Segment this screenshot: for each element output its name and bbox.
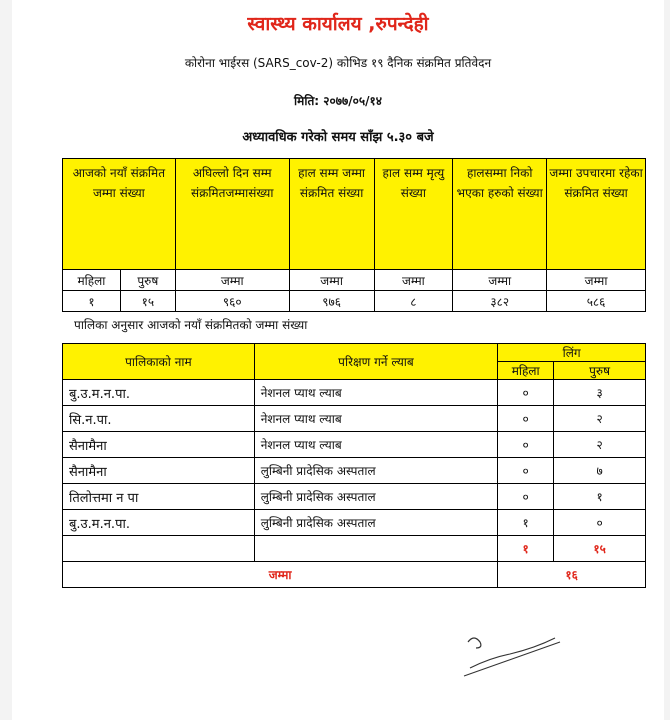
subtotal-male: १५: [554, 536, 646, 562]
row-male: ०: [554, 510, 646, 536]
row-male: ३: [554, 380, 646, 406]
municipality-table: [62, 343, 646, 588]
summary-value: १५: [120, 291, 175, 312]
summary-value: ९६०: [175, 291, 289, 312]
summary-table: [62, 158, 646, 312]
row-municipality: सि.न.पा.: [63, 406, 255, 432]
grand-total: १६: [498, 562, 646, 588]
row-female: ०: [498, 406, 554, 432]
table-row: [63, 510, 646, 536]
col-municipality: पालिकाको नाम: [63, 344, 255, 380]
summary-sublabel-row: [63, 270, 646, 291]
summary-header: जम्मा उपचारमा रहेका संक्रमित संख्या: [547, 159, 646, 270]
summary-header: अघिल्लो दिन सम्म संक्रमितजम्मासंख्या: [175, 159, 289, 270]
detail-header-row: [63, 344, 646, 362]
row-municipality: तिलोत्तमा न पा: [63, 484, 255, 510]
table-row: [63, 380, 646, 406]
row-lab: लुम्बिनी प्रादेसिक अस्पताल: [254, 484, 498, 510]
row-lab: नेशनल प्याथ ल्याब: [254, 406, 498, 432]
summary-header-row: [63, 159, 646, 270]
summary-value: ३८२: [453, 291, 547, 312]
summary-header: हाल सम्म जम्मा संक्रमित संख्या: [289, 159, 374, 270]
signature-stamp: [460, 632, 570, 682]
sublabel: जम्मा: [289, 270, 374, 291]
summary-value: ८: [374, 291, 453, 312]
sublabel: जम्मा: [547, 270, 646, 291]
row-female: ०: [498, 458, 554, 484]
summary-header: हालसम्मा निको भएका हरुको संख्या: [453, 159, 547, 270]
sublabel: जम्मा: [175, 270, 289, 291]
total-row: [63, 562, 646, 588]
row-female: ०: [498, 380, 554, 406]
table-row: [63, 406, 646, 432]
municipality-note: पालिका अनुसार आजको नयाँ संक्रमितको जम्मा संख्या: [74, 318, 308, 332]
table-row: [63, 484, 646, 510]
row-municipality: बु.उ.म.न.पा.: [63, 510, 255, 536]
report-sheet: [12, 0, 664, 720]
summary-value-row: [63, 291, 646, 312]
summary-header: आजको नयाँ संक्रमित जम्मा संख्या: [63, 159, 176, 270]
row-municipality: सैनामैना: [63, 432, 255, 458]
row-male: ७: [554, 458, 646, 484]
col-lab: परिक्षण गर्ने ल्याब: [254, 344, 498, 380]
summary-value: १: [63, 291, 121, 312]
report-subtitle: कोरोना भाईरस (SARS_cov-2) कोभिड १९ दैनिक संक्रमित प्रतिवेदन: [184, 56, 492, 70]
subtotal-row: [63, 536, 646, 562]
blank-cell: [254, 536, 498, 562]
sublabel: जम्मा: [453, 270, 547, 291]
row-lab: लुम्बिनी प्रादेसिक अस्पताल: [254, 458, 498, 484]
col-male: पुरुष: [554, 362, 646, 380]
row-municipality: सैनामैना: [63, 458, 255, 484]
row-lab: नेशनल प्याथ ल्याब: [254, 380, 498, 406]
total-label: जम्मा: [63, 562, 498, 588]
summary-header: हाल सम्म मृत्यु संख्या: [374, 159, 453, 270]
subtotal-female: १: [498, 536, 554, 562]
row-lab: नेशनल प्याथ ल्याब: [254, 432, 498, 458]
row-male: १: [554, 484, 646, 510]
update-time: अध्यावधिक गरेको समय साँझ ५.३० बजे: [242, 130, 434, 145]
summary-value: ९७६: [289, 291, 374, 312]
sublabel: पुरुष: [120, 270, 175, 291]
col-gender: लिंग: [498, 344, 646, 362]
report-date: मिति: २०७७/०५/१४: [294, 94, 382, 108]
row-male: २: [554, 406, 646, 432]
table-row: [63, 458, 646, 484]
table-row: [63, 432, 646, 458]
row-male: २: [554, 432, 646, 458]
office-title: स्वास्थ्य कार्यालय ,रुपन्देही: [247, 13, 429, 35]
row-female: १: [498, 510, 554, 536]
row-female: ०: [498, 432, 554, 458]
blank-cell: [63, 536, 255, 562]
row-lab: लुम्बिनी प्रादेसिक अस्पताल: [254, 510, 498, 536]
row-female: ०: [498, 484, 554, 510]
sublabel: जम्मा: [374, 270, 453, 291]
sublabel: महिला: [63, 270, 121, 291]
summary-value: ५८६: [547, 291, 646, 312]
row-municipality: बु.उ.म.न.पा.: [63, 380, 255, 406]
col-female: महिला: [498, 362, 554, 380]
